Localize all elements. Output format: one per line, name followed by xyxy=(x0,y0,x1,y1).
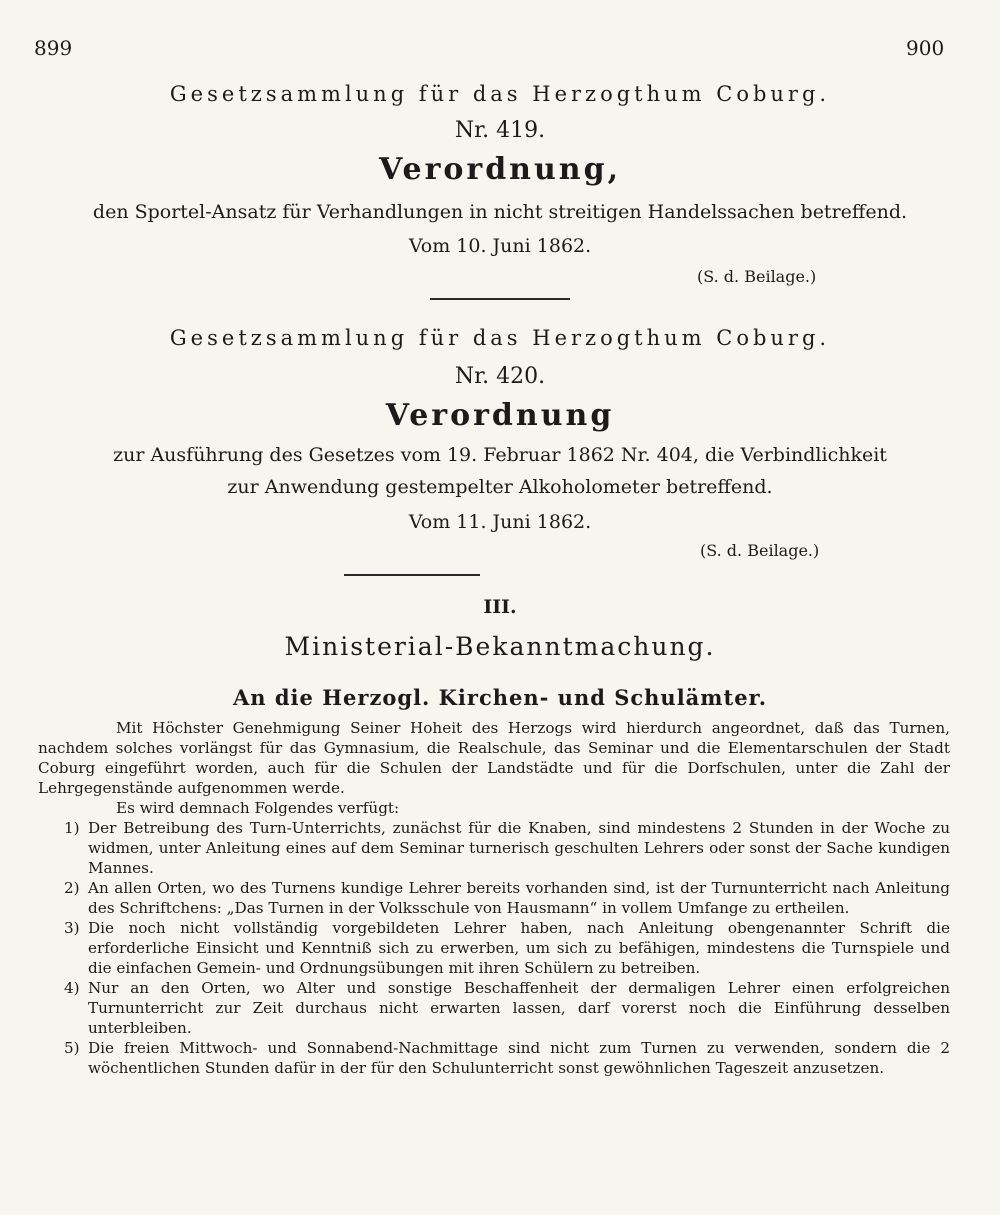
item-number: 1) xyxy=(64,819,80,837)
item-text: Die noch nicht vollständig vorgebildeten Lehrer haben, nach Anleitung obengenannter Schrift die erforderliche Einsicht und Kenntniß sich zu erwerben, um sich zu befähigen, mindestens die Turnspiele und die einfachen Gemein- und Ordnungsübungen mit ihren Schülern zu betreiben. xyxy=(88,919,950,977)
supplement-note: (S. d. Beilage.) xyxy=(697,267,817,286)
list-item xyxy=(38,978,950,1038)
item-text: An allen Orten, wo des Turnens kundige Lehrer bereits vorhanden sind, ist der Turnunterricht nach Anleitung des Schriftchens: „Das Turnen in der Volksschule von Hausmann“ in vollem Umfange zu ertheilen. xyxy=(88,879,950,917)
list-item xyxy=(38,1038,950,1078)
ordinance-subject: den Sportel-Ansatz für Verhandlungen in nicht streitigen Handelssachen betreffend. xyxy=(92,201,908,223)
announcement-title: Ministerial-Bekanntmachung. xyxy=(284,632,716,661)
announcement-addressee: An die Herzogl. Kirchen- und Schulämter. xyxy=(232,685,768,710)
item-text: Die freien Mittwoch- und Sonnabend-Nachmittage sind nicht zum Turnen zu verwenden, sondern die 2 wöchentlichen Stunden dafür in der für den Schulunterricht sonst gewöhnlichen Tageszeit anzusetzen. xyxy=(88,1039,950,1077)
list-item xyxy=(38,818,950,878)
list-item xyxy=(38,878,950,918)
provisions-list xyxy=(38,818,950,1078)
item-number: 3) xyxy=(64,919,80,937)
section-number: III. xyxy=(483,596,517,618)
collection-heading: Gesetzsammlung für das Herzogthum Coburg. xyxy=(169,82,831,106)
supplement-note: (S. d. Beilage.) xyxy=(700,541,820,560)
ordinance-number: Nr. 419. xyxy=(454,118,546,143)
list-item xyxy=(38,918,950,978)
item-text: Nur an den Orten, wo Alter und sonstige Beschaffenheit der dermaligen Lehrer einen erfolgreichen Turnunterricht zur Zeit durchaus nicht erwarten lassen, darf vorerst noch die Einführung desselben unterbleiben. xyxy=(88,979,950,1037)
item-number: 4) xyxy=(64,979,80,997)
ordinance-number: Nr. 420. xyxy=(454,364,546,389)
announcement-body xyxy=(38,718,950,1078)
separator-rule xyxy=(430,298,570,300)
page-number-left: 899 xyxy=(34,36,73,60)
item-number: 5) xyxy=(64,1039,80,1057)
item-number: 2) xyxy=(64,879,80,897)
decree-line: Es wird demnach Folgendes verfügt: xyxy=(116,799,400,817)
ordinance-title: Verordnung, xyxy=(378,152,622,187)
item-text: Der Betreibung des Turn-Unterrichts, zunächst für die Knaben, sind mindestens 2 Stunden in der Woche zu widmen, unter Anleitung eines auf dem Seminar turnerisch geschulten Lehrers oder sonst der Sache kundigen Mannes. xyxy=(88,819,950,877)
collection-heading: Gesetzsammlung für das Herzogthum Coburg. xyxy=(169,326,831,350)
ordinance-subject-line: zur Anwendung gestempelter Alkoholometer betreffend. xyxy=(227,476,773,498)
ordinance-date: Vom 11. Juni 1862. xyxy=(408,511,592,533)
intro-paragraph: Mit Höchster Genehmigung Seiner Hoheit des Herzogs wird hierdurch angeordnet, daß das Turnen, nachdem solches vorlängst für das Gymnasium, die Realschule, das Seminar und die Elementarschulen der Stadt Coburg eingeführt worden, auch für die Schulen der Landstädte und für die Dorfschulen, unter die Zahl der Lehrgegenstände aufgenommen werde. xyxy=(38,719,950,797)
separator-rule xyxy=(344,574,480,576)
page-number-right: 900 xyxy=(906,36,945,60)
ordinance-date: Vom 10. Juni 1862. xyxy=(408,235,592,257)
ordinance-subject-line: zur Ausführung des Gesetzes vom 19. Februar 1862 Nr. 404, die Verbindlichkeit xyxy=(113,444,887,466)
ordinance-title: Verordnung xyxy=(385,398,615,433)
